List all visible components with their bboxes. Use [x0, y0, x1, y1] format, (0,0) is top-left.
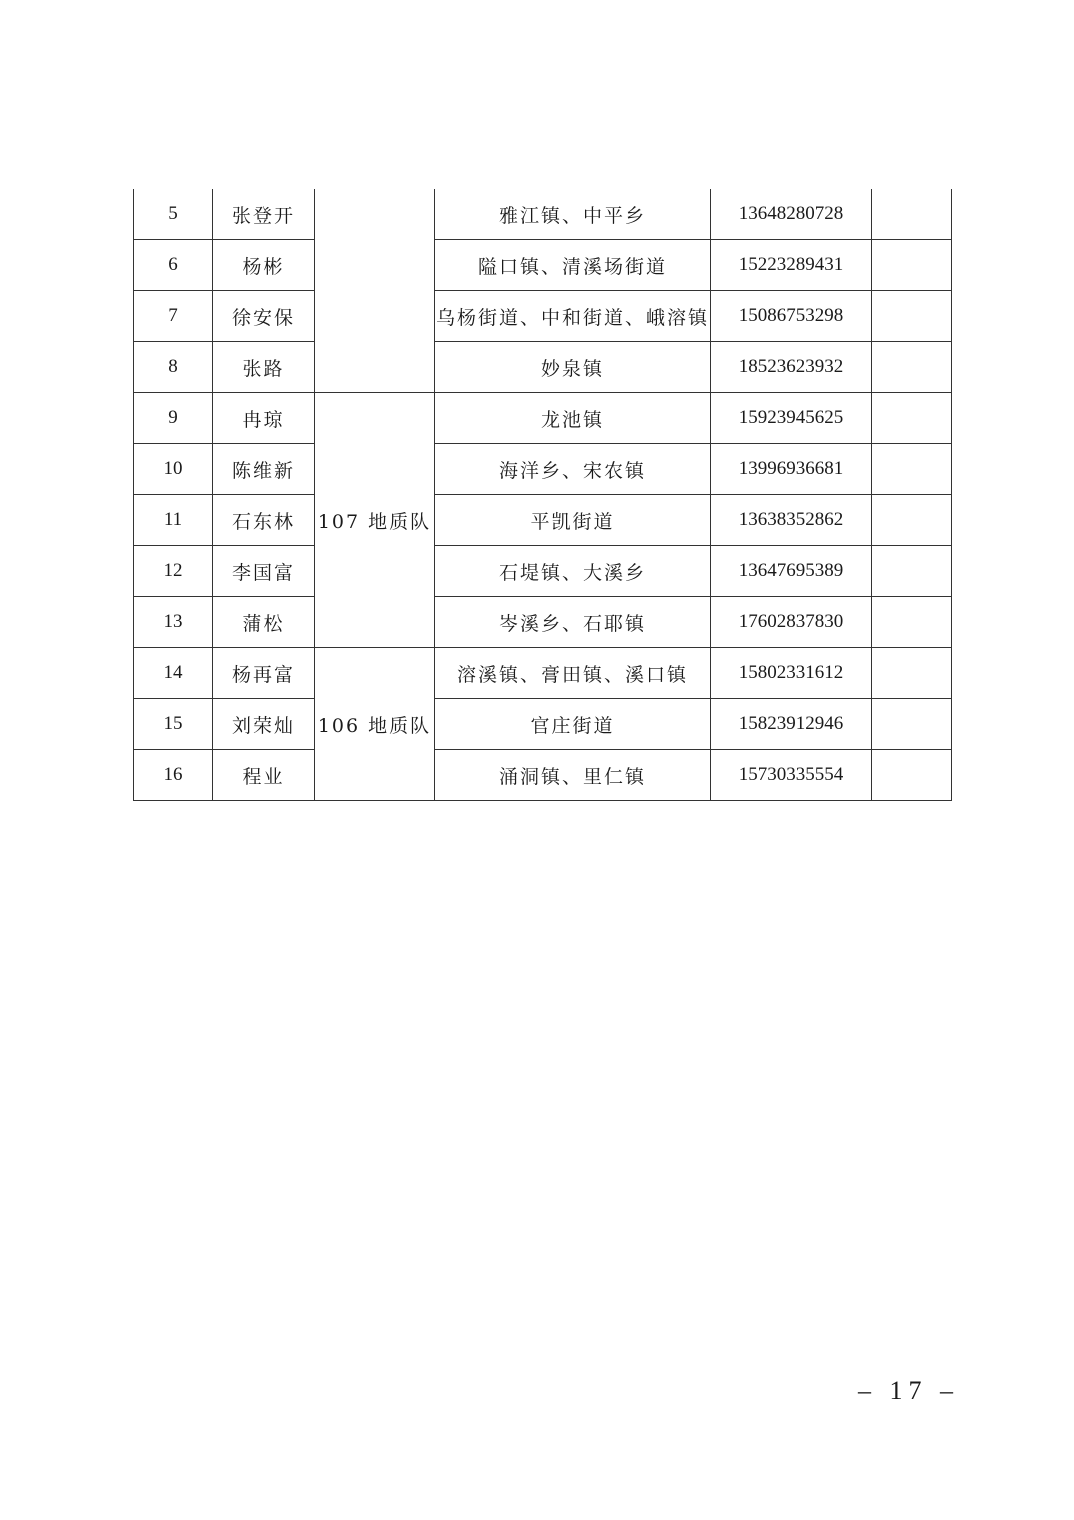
row-number: 12	[134, 546, 213, 597]
phone-cell: 15823912946	[711, 699, 872, 750]
row-number: 8	[134, 342, 213, 393]
unit-cell: 106 地质队	[315, 648, 435, 801]
phone-cell: 13638352862	[711, 495, 872, 546]
row-number: 14	[134, 648, 213, 699]
note-cell	[872, 342, 952, 393]
person-name: 蒲松	[213, 597, 315, 648]
phone-cell: 15086753298	[711, 291, 872, 342]
note-cell	[872, 750, 952, 801]
table-row	[134, 495, 952, 546]
note-cell	[872, 393, 952, 444]
row-number: 7	[134, 291, 213, 342]
phone-cell: 15923945625	[711, 393, 872, 444]
area-cell: 岑溪乡、石耶镇	[435, 597, 711, 648]
table-row	[134, 342, 952, 393]
area-cell: 龙池镇	[435, 393, 711, 444]
area-cell: 溶溪镇、膏田镇、溪口镇	[435, 648, 711, 699]
note-cell	[872, 699, 952, 750]
note-cell	[872, 240, 952, 291]
area-cell: 海洋乡、宋农镇	[435, 444, 711, 495]
table-row	[134, 291, 952, 342]
person-name: 李国富	[213, 546, 315, 597]
row-number: 13	[134, 597, 213, 648]
row-number: 6	[134, 240, 213, 291]
area-cell: 涌洞镇、里仁镇	[435, 750, 711, 801]
unit-cell	[315, 189, 435, 393]
phone-cell: 15730335554	[711, 750, 872, 801]
note-cell	[872, 495, 952, 546]
note-cell	[872, 189, 952, 240]
table-row	[134, 240, 952, 291]
phone-cell: 13647695389	[711, 546, 872, 597]
area-cell: 妙泉镇	[435, 342, 711, 393]
phone-cell: 17602837830	[711, 597, 872, 648]
person-name: 杨彬	[213, 240, 315, 291]
note-cell	[872, 291, 952, 342]
area-cell: 雅江镇、中平乡	[435, 189, 711, 240]
phone-cell: 13648280728	[711, 189, 872, 240]
area-cell: 石堤镇、大溪乡	[435, 546, 711, 597]
row-number: 9	[134, 393, 213, 444]
table-row	[134, 444, 952, 495]
table-row	[134, 189, 952, 240]
row-number: 15	[134, 699, 213, 750]
note-cell	[872, 546, 952, 597]
note-cell	[872, 597, 952, 648]
table-row	[134, 546, 952, 597]
phone-cell: 15223289431	[711, 240, 872, 291]
phone-cell: 15802331612	[711, 648, 872, 699]
phone-cell: 18523623932	[711, 342, 872, 393]
note-cell	[872, 648, 952, 699]
phone-cell: 13996936681	[711, 444, 872, 495]
row-number: 16	[134, 750, 213, 801]
person-name: 张路	[213, 342, 315, 393]
table-row	[134, 699, 952, 750]
area-cell: 官庄街道	[435, 699, 711, 750]
person-name: 杨再富	[213, 648, 315, 699]
table-row	[134, 597, 952, 648]
area-cell: 平凯街道	[435, 495, 711, 546]
area-cell: 隘口镇、清溪场街道	[435, 240, 711, 291]
table-row	[134, 393, 952, 444]
row-number: 10	[134, 444, 213, 495]
row-number: 5	[134, 189, 213, 240]
unit-cell: 107 地质队	[315, 393, 435, 648]
note-cell	[872, 444, 952, 495]
person-name: 张登开	[213, 189, 315, 240]
table-row	[134, 648, 952, 699]
person-name: 刘荣灿	[213, 699, 315, 750]
person-name: 陈维新	[213, 444, 315, 495]
row-number: 11	[134, 495, 213, 546]
person-name: 冉琼	[213, 393, 315, 444]
table-row	[134, 750, 952, 801]
contact-table	[133, 189, 952, 801]
person-name: 程业	[213, 750, 315, 801]
person-name: 石东林	[213, 495, 315, 546]
area-cell: 乌杨街道、中和街道、峨溶镇	[435, 291, 711, 342]
person-name: 徐安保	[213, 291, 315, 342]
page-number: – 17 –	[858, 1376, 959, 1405]
